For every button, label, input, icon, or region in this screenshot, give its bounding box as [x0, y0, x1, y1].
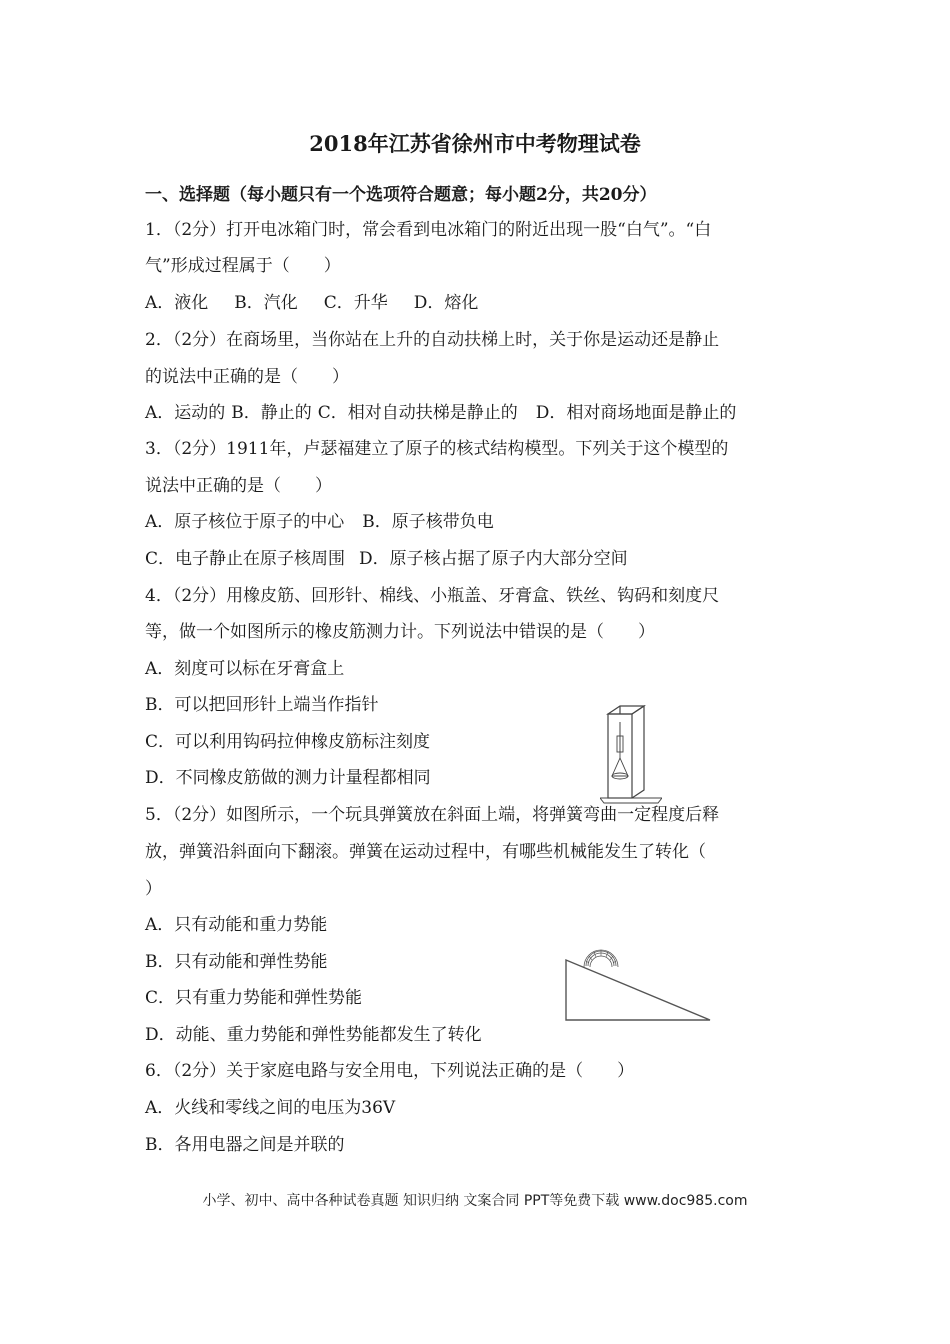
question-3-line-1: 3．（2分）1911年，卢瑟福建立了原子的核式结构模型。下列关于这个模型的	[145, 439, 729, 459]
question-5-line-2: 放，弹簧沿斜面向下翻滚。弹簧在运动过程中，有哪些机械能发生了转化（	[145, 842, 706, 862]
question-1-line-1: 1．（2分）打开电冰箱门时，常会看到电冰箱门的附近出现一股“白气”。“白	[145, 220, 712, 240]
question-5-line-1: 5．（2分）如图所示，一个玩具弹簧放在斜面上端，将弹簧弯曲一定程度后释	[145, 805, 720, 825]
spring-incline-figure	[560, 940, 716, 1026]
page-title: 2018年江苏省徐州市中考物理试卷	[309, 131, 641, 156]
option-c: C．相对自动扶梯是静止的	[317, 403, 518, 423]
question-6-option-a: A．火线和零线之间的电压为36V	[145, 1098, 396, 1118]
question-2-line-1: 2．（2分）在商场里，当你站在上升的自动扶梯上时，关于你是运动还是静止	[145, 330, 720, 350]
question-5-option-a: A．只有动能和重力势能	[145, 915, 328, 935]
question-5-option-b: B．只有动能和弹性势能	[145, 952, 328, 972]
question-5-line-3: ）	[145, 879, 162, 899]
option-c: C．升华	[323, 293, 388, 313]
option-b: B．静止的	[231, 403, 312, 423]
question-4-option-a: A．刻度可以标在牙膏盒上	[145, 659, 345, 679]
force-meter-figure	[600, 700, 662, 804]
section-heading: 一、选择题（每小题只有一个选项符合题意；每小题2分，共20分）	[145, 185, 657, 205]
question-6-option-b: B．各用电器之间是并联的	[145, 1135, 345, 1155]
option-a: A．运动的	[145, 403, 226, 423]
question-3-options-row-1	[145, 511, 500, 533]
question-4-option-b: B．可以把回形针上端当作指针	[145, 695, 379, 715]
option-d: D．熔化	[413, 293, 479, 313]
question-3-options-row-2	[145, 548, 634, 570]
question-6-line-1: 6．（2分）关于家庭电路与安全用电，下列说法正确的是（ ）	[145, 1061, 635, 1081]
page-footer: 小学、初中、高中各种试卷真题 知识归纳 文案合同 PPT等免费下载 www.doc985.com	[202, 1193, 748, 1209]
option-d: D．相对商场地面是静止的	[535, 403, 737, 423]
question-4-option-d: D．不同橡皮筋做的测力计量程都相同	[145, 768, 431, 788]
question-4-option-c: C．可以利用钩码拉伸橡皮筋标注刻度	[145, 732, 431, 752]
question-3-line-2: 说法中正确的是（ ）	[145, 476, 332, 496]
question-5-option-c: C．只有重力势能和弹性势能	[145, 988, 363, 1008]
option-b: B．汽化	[234, 293, 298, 313]
option-a: A．液化	[145, 293, 209, 313]
option-c: C．电子静止在原子核周围	[145, 549, 346, 569]
question-2-options	[145, 402, 742, 424]
question-4-line-2: 等，做一个如图所示的橡皮筋测力计。下列说法中错误的是（ ）	[145, 622, 655, 642]
question-1-options	[145, 292, 504, 314]
option-b: B．原子核带负电	[362, 512, 494, 532]
question-4-line-1: 4．（2分）用橡皮筋、回形针、棉线、小瓶盖、牙膏盒、铁丝、钩码和刻度尺	[145, 586, 720, 606]
option-d: D．原子核占据了原子内大部分空间	[359, 549, 628, 569]
question-2-line-2: 的说法中正确的是（ ）	[145, 367, 349, 387]
option-a: A．原子核位于原子的中心	[145, 512, 345, 532]
question-5-option-d: D．动能、重力势能和弹性势能都发生了转化	[145, 1025, 482, 1045]
question-1-line-2: 气”形成过程属于（ ）	[145, 256, 341, 276]
